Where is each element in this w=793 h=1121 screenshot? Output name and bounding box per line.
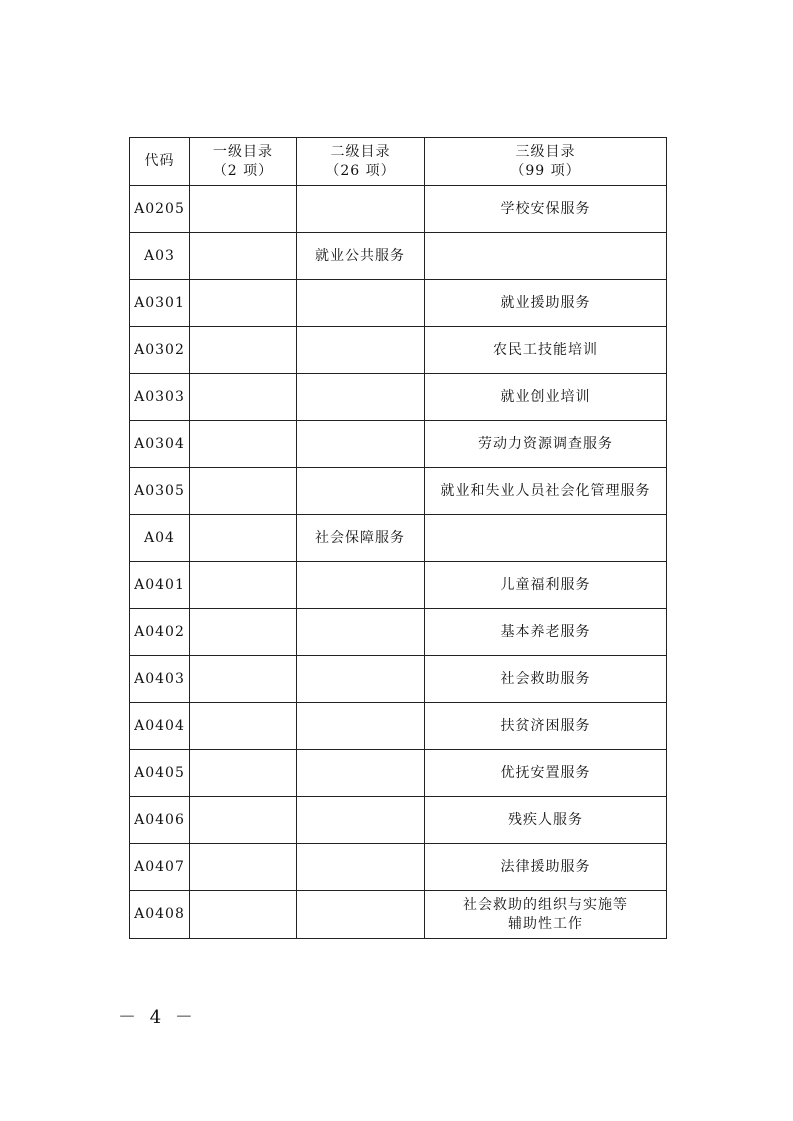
table-row (130, 186, 667, 233)
cell-level3: 残疾人服务 (425, 797, 667, 844)
cell-level2 (297, 656, 425, 703)
cell-level1 (190, 656, 297, 703)
cell-code: A0301 (130, 280, 190, 327)
cell-level1 (190, 280, 297, 327)
cell-level1 (190, 515, 297, 562)
cell-level2 (297, 891, 425, 939)
header-level1-count: （2 项） (212, 162, 274, 179)
header-level3-title: 三级目录 (515, 143, 576, 160)
cell-level3: 法律援助服务 (425, 844, 667, 891)
cell-level3: 学校安保服务 (425, 186, 667, 233)
catalog-table (129, 137, 667, 939)
header-code: 代码 (130, 138, 190, 186)
cell-level3: 劳动力资源调查服务 (425, 421, 667, 468)
header-level3 (425, 138, 667, 186)
cell-level1 (190, 703, 297, 750)
cell-level2 (297, 186, 425, 233)
cell-level2 (297, 421, 425, 468)
table-row (130, 750, 667, 797)
table-row (130, 562, 667, 609)
cell-level3: 优抚安置服务 (425, 750, 667, 797)
cell-level1 (190, 891, 297, 939)
cell-code: A0407 (130, 844, 190, 891)
cell-level3: 农民工技能培训 (425, 327, 667, 374)
cell-level2 (297, 327, 425, 374)
table-row (130, 233, 667, 280)
cell-code: A0405 (130, 750, 190, 797)
cell-level2 (297, 797, 425, 844)
cell-level1 (190, 421, 297, 468)
cell-level3-line2: 辅助性工作 (508, 915, 583, 932)
cell-level2 (297, 468, 425, 515)
cell-level3: 基本养老服务 (425, 609, 667, 656)
table-row (130, 468, 667, 515)
cell-level3: 儿童福利服务 (425, 562, 667, 609)
cell-level1 (190, 233, 297, 280)
cell-level2 (297, 374, 425, 421)
table-row (130, 374, 667, 421)
header-level1-title: 一级目录 (213, 143, 273, 160)
cell-code: A0303 (130, 374, 190, 421)
table-row (130, 327, 667, 374)
header-level2-title: 二级目录 (330, 143, 391, 160)
cell-level2: 就业公共服务 (297, 233, 425, 280)
table-row (130, 891, 667, 939)
cell-level1 (190, 327, 297, 374)
cell-level1 (190, 750, 297, 797)
cell-level3: 扶贫济困服务 (425, 703, 667, 750)
cell-level1 (190, 186, 297, 233)
cell-code: A03 (130, 233, 190, 280)
cell-code: A0401 (130, 562, 190, 609)
header-level2-count: （26 项） (325, 162, 396, 179)
cell-level2 (297, 750, 425, 797)
cell-level3: 就业援助服务 (425, 280, 667, 327)
table-row (130, 844, 667, 891)
cell-code: A0406 (130, 797, 190, 844)
cell-level2 (297, 609, 425, 656)
cell-level3: 就业创业培训 (425, 374, 667, 421)
cell-level2 (297, 844, 425, 891)
table-header-row (130, 138, 667, 186)
cell-level2 (297, 280, 425, 327)
cell-level3 (425, 515, 667, 562)
cell-code: A04 (130, 515, 190, 562)
table-row (130, 421, 667, 468)
table-row (130, 797, 667, 844)
table-row (130, 656, 667, 703)
cell-level1 (190, 468, 297, 515)
page-number: － 4 － (118, 1007, 197, 1028)
cell-level3-line1: 社会救助的组织与实施等 (463, 896, 628, 913)
table-row (130, 703, 667, 750)
table-row (130, 609, 667, 656)
table-row (130, 280, 667, 327)
table-row (130, 515, 667, 562)
cell-level1 (190, 844, 297, 891)
cell-level3 (425, 233, 667, 280)
cell-code: A0402 (130, 609, 190, 656)
cell-code: A0304 (130, 421, 190, 468)
cell-level3: 社会救助服务 (425, 656, 667, 703)
cell-level3 (425, 891, 667, 939)
header-level2 (297, 138, 425, 186)
cell-level1 (190, 562, 297, 609)
cell-code: A0403 (130, 656, 190, 703)
cell-level1 (190, 797, 297, 844)
cell-code: A0305 (130, 468, 190, 515)
cell-level3: 就业和失业人员社会化管理服务 (425, 468, 667, 515)
header-level1 (190, 138, 297, 186)
cell-level1 (190, 609, 297, 656)
cell-level2: 社会保障服务 (297, 515, 425, 562)
cell-code: A0302 (130, 327, 190, 374)
cell-level2 (297, 562, 425, 609)
cell-code: A0404 (130, 703, 190, 750)
cell-level1 (190, 374, 297, 421)
cell-code: A0205 (130, 186, 190, 233)
cell-level2 (297, 703, 425, 750)
cell-code: A0408 (130, 891, 190, 939)
header-level3-count: （99 项） (510, 162, 581, 179)
